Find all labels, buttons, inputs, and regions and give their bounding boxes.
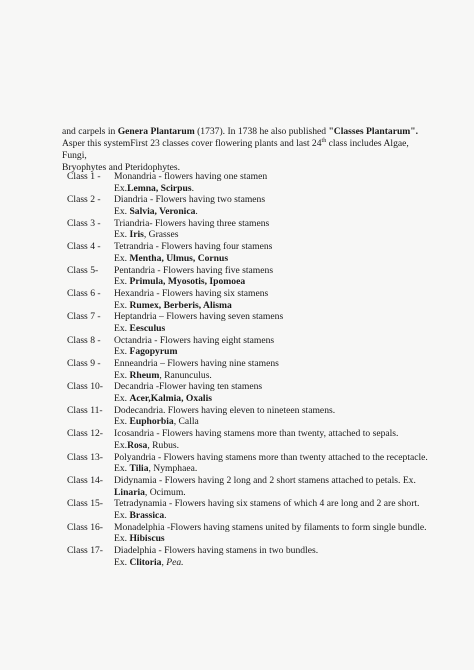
class-label: Class 5-	[67, 264, 99, 276]
class-body	[114, 475, 427, 498]
class-example	[114, 183, 427, 195]
class-example	[114, 393, 427, 405]
class-description: Octandria - Flowers having eight stamens	[114, 334, 275, 346]
example-genera: Iris	[129, 229, 144, 241]
genera-plantarum-title: Genera Plantarum	[117, 126, 195, 137]
class-label: Class 14-	[67, 474, 103, 486]
class-entry	[67, 381, 427, 404]
class-entry	[67, 358, 427, 381]
class-description: Monadelphia -Flowers having stamens united by filaments to form single bundle.	[114, 521, 427, 533]
class-example	[114, 440, 427, 452]
class-example	[114, 557, 427, 569]
class-label: Class 9 -	[67, 358, 101, 369]
class-description: Dodecandria. Flowers having eleven to nineteen stamens.	[114, 404, 336, 416]
class-entry	[67, 241, 427, 264]
example-genera: Salvia, Veronica	[129, 206, 196, 218]
intro-line-1	[62, 126, 422, 138]
class-body	[114, 522, 427, 545]
class-body	[114, 545, 427, 568]
example-prefix: Ex.	[114, 229, 130, 241]
class-entry	[67, 288, 427, 311]
class-label: Class 1 -	[67, 171, 101, 182]
example-prefix: Ex.	[114, 346, 130, 358]
example-prefix: Ex.	[114, 556, 130, 568]
class-entry	[67, 545, 427, 568]
class-label: Class 16-	[67, 521, 103, 533]
class-entry	[67, 428, 427, 451]
intro-paragraph	[62, 126, 422, 174]
example-genera: Euphorbia	[129, 416, 174, 428]
class-label: Class 3 -	[67, 217, 101, 229]
intro-line-2	[62, 138, 422, 162]
intro-text: class includes Algae, Fungi,	[62, 138, 409, 161]
class-label: Class 15-	[67, 498, 103, 510]
example-prefix: Ex.	[114, 393, 130, 405]
example-genera: Linaria	[114, 486, 145, 498]
class-description: Tetradynamia - Flowers having six stamens of which 4 are long and 2 are short.	[114, 498, 420, 510]
class-example	[114, 370, 427, 382]
class-entry	[67, 452, 427, 475]
class-body	[114, 194, 427, 217]
example-prefix: Ex.	[114, 182, 128, 194]
example-genera: Eesculus	[129, 322, 166, 334]
class-body	[114, 428, 427, 451]
class-description: Didynamia - Flowers having 2 long and 2 short stamens attached to petals. Ex.	[114, 474, 416, 486]
class-body	[114, 288, 427, 311]
example-tail: .	[164, 509, 167, 521]
intro-text: (1737). In 1738 he also published	[194, 126, 329, 137]
class-body	[114, 311, 427, 334]
class-label: Class 4 -	[67, 241, 101, 253]
example-tail: , Ocimum.	[144, 486, 186, 498]
class-list	[67, 171, 427, 568]
example-prefix: Ex.	[114, 322, 130, 334]
intro-text: and carpels in	[62, 126, 118, 137]
example-genera: Hibiscus	[129, 533, 165, 545]
example-prefix: Ex.	[114, 509, 130, 521]
class-entry	[67, 218, 427, 241]
class-body	[114, 405, 427, 428]
example-prefix: Ex.	[114, 252, 130, 264]
class-body	[114, 452, 428, 475]
example-prefix: Ex.	[114, 416, 130, 428]
class-description: Polyandria - Flowers having stamens more than twenty attached to the receptacle.	[114, 451, 428, 463]
class-body	[114, 335, 427, 358]
class-body	[114, 218, 427, 241]
example-genera: Primula, Myosotis, Ipomoea	[129, 276, 246, 288]
class-description: Triandria- Flowers having three stamens	[114, 217, 270, 229]
example-genera: Rheum	[129, 369, 160, 381]
class-label: Class 13-	[67, 451, 103, 463]
example-genera: Rumex, Berberis, Alisma	[129, 299, 232, 311]
example-tail: , Ranunculus.	[159, 369, 212, 381]
class-label: Class 12-	[67, 428, 103, 440]
example-tail: , Grasses	[143, 229, 179, 241]
example-prefix: Ex.	[114, 463, 130, 475]
example-genera: Acer,Kalmia, Oxalis	[129, 393, 212, 405]
class-entry	[67, 475, 427, 498]
class-entry	[67, 498, 427, 521]
class-description: Decandria -Flower having ten stamens	[114, 381, 263, 393]
class-example	[114, 463, 428, 475]
class-description: Diandria - Flowers having two stamens	[114, 194, 266, 206]
class-entry	[67, 311, 427, 334]
class-entry	[67, 194, 427, 217]
class-label: Class 10-	[67, 381, 103, 393]
class-entry	[67, 265, 427, 288]
class-example	[114, 416, 427, 428]
intro-text: Bryophytes and Pteridophytes.	[62, 162, 181, 173]
example-genera: Clitoria	[129, 556, 162, 568]
example-prefix: Ex.	[114, 206, 130, 218]
example-genera: Mentha, Ulmus, Cornus	[129, 252, 229, 264]
example-prefix: Ex.	[114, 276, 130, 288]
class-entry	[67, 522, 427, 545]
example-prefix: Ex.	[114, 439, 128, 451]
example-tail: , Calla	[173, 416, 199, 428]
example-genera: Fagopyrum	[129, 346, 178, 358]
class-label: Class 8 -	[67, 334, 101, 346]
ordinal-superscript: th	[321, 137, 327, 144]
intro-text: Asper this systemFirst 23 classes cover flowering plants and last 24	[62, 138, 322, 149]
class-example	[114, 323, 427, 335]
class-example	[114, 253, 427, 265]
class-label: Class 17-	[67, 545, 103, 556]
class-example	[114, 533, 427, 545]
example-tail: .	[195, 206, 198, 218]
class-label: Class 7 -	[67, 311, 101, 323]
class-description: Heptandria – Flowers having seven stamens	[114, 311, 284, 323]
class-entry	[67, 335, 427, 358]
example-genera: Rosa	[127, 439, 148, 451]
example-prefix: Ex.	[114, 299, 130, 311]
class-example	[114, 229, 427, 241]
class-description: Enneandria – Flowers having nine stamens	[114, 358, 279, 369]
example-genera: Lemna, Scirpus	[127, 182, 192, 194]
class-description: Diadelphia - Flowers having stamens in two bundles.	[114, 545, 319, 556]
class-entry	[67, 405, 427, 428]
class-body	[114, 381, 427, 404]
example-tail: .	[191, 182, 194, 194]
example-prefix: Ex.	[114, 369, 130, 381]
example-tail: , Rubus.	[147, 439, 180, 451]
class-description: Hexandria - Flowers having six stamens	[114, 287, 269, 299]
class-example	[114, 206, 427, 218]
example-tail: , Nymphaea.	[148, 463, 198, 475]
class-body	[114, 241, 427, 264]
class-description: Monandria - flowers having one stamen	[114, 171, 268, 182]
class-label: Class 11-	[67, 404, 103, 416]
class-example	[114, 487, 427, 499]
class-body	[114, 498, 427, 521]
class-example	[114, 510, 427, 522]
class-entry	[67, 171, 427, 194]
class-body	[114, 265, 427, 288]
class-body	[114, 358, 427, 381]
class-body	[114, 171, 427, 194]
class-description: Tetrandria - Flowers having four stamens	[114, 241, 273, 253]
class-label: Class 6 -	[67, 287, 101, 299]
class-example	[114, 276, 427, 288]
example-prefix: Ex.	[114, 533, 130, 545]
example-tail: ,	[161, 556, 167, 568]
class-example	[114, 346, 427, 358]
example-italic: Pea.	[166, 556, 184, 568]
classes-plantarum-title: "Classes Plantarum".	[328, 126, 419, 137]
class-label: Class 2 -	[67, 194, 101, 206]
class-example	[114, 300, 427, 312]
example-genera: Tilia	[129, 463, 149, 475]
example-genera: Brassica	[129, 509, 165, 521]
class-description: Pentandria - Flowers having five stamens	[114, 264, 274, 276]
class-description: Icosandria - Flowers having stamens more than twenty, attached to sepals.	[114, 428, 399, 440]
